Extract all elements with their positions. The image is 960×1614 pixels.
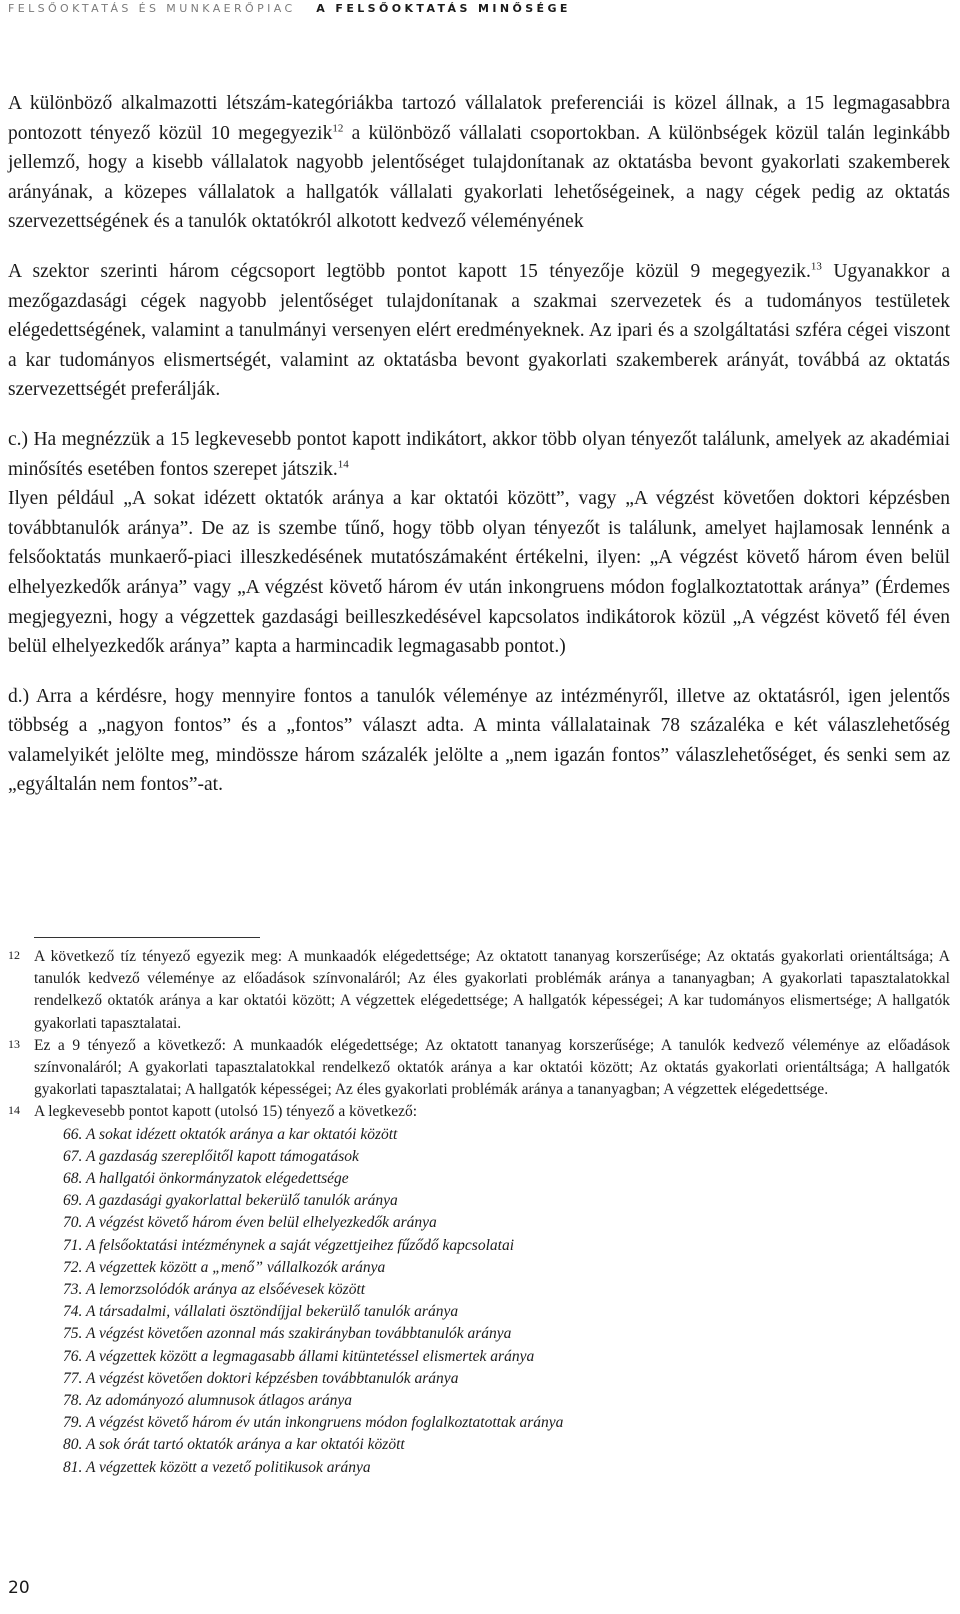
list-item: 78. Az adományozó alumnusok átlagos aránya	[63, 1392, 353, 1410]
footnote-ref[interactable]: 12	[332, 122, 344, 135]
footnote-number: 14	[8, 1103, 20, 1118]
list-item: 79. A végzést követő három év után inkongruens módon foglalkoztatottak aránya	[63, 1414, 564, 1432]
list-item: 80. A sok órát tartó oktatók aránya a kar oktatói között	[63, 1436, 405, 1454]
paragraph	[8, 484, 950, 662]
paragraph-text: c.) Ha megnézzük a 15 legkevesebb pontot kapott indikátort, akkor több olyan tényezőt találunk, amelyek az akadémiai minősítés esetében fontos szerepet játszik.	[8, 428, 950, 480]
list-item: 73. A lemorzsolódók aránya az elsőévesek között	[63, 1281, 366, 1299]
list-item: 72. A végzettek között a „menő” vállalkozók aránya	[63, 1258, 386, 1276]
paragraph	[8, 257, 950, 405]
list-item: 81. A végzettek között a vezető politikusok aránya	[63, 1458, 371, 1476]
paragraph	[8, 89, 950, 237]
paragraph-text: Ugyanakkor a mezőgazdasági cégek nagyobb jelentőséget tulajdonítanak a szakmai szervezetek és a tudományos testületek elégedettségének, valamint a tanulmányi versenyen elért eredményeknek. Az ipari és a szolgáltatási szféra cégei viszont a kar tudományos elismertségét, valamint az oktatásba bevont gyakorlati szakemberek arányát, továbbá az oktatás szervezettségét preferálják.	[8, 260, 950, 401]
paragraph-text: a különböző vállalati csoportokban. A különbségek közül talán leginkább jellemző, hogy a kisebb vállalatok nagyobb jelentőséget tulajdonítanak az oktatásba bevont gyakorlati szakemberek arányának, a közepes vállalatok a hallgatók vállalati gyakorlati lehetőségeinek, a nagy cégek pedig az oktatás szervezettségének és a tanulók oktatókról alkotott kedvező véleményének	[8, 122, 951, 233]
body-text	[8, 89, 950, 800]
running-head-section: FELSŐOKTATÁS ÉS MUNKAERŐPIAC	[8, 2, 296, 15]
list-item: 68. A hallgatói önkormányzatok elégedettsége	[63, 1170, 349, 1188]
running-head-subsection: A FELSŐOKTATÁS MINŐSÉGE	[316, 2, 571, 15]
list-item: 74. A társadalmi, vállalati ösztöndíjjal bekerülő tanulók aránya	[63, 1303, 459, 1321]
list-item: 70. A végzést követő három éven belül elhelyezkedők aránya	[63, 1214, 437, 1232]
list-item: 67. A gazdaság szereplőitől kapott támogatások	[63, 1147, 359, 1165]
footnote-divider	[34, 937, 260, 938]
footnotes	[8, 946, 950, 1479]
paragraph-text: Ilyen például „A sokat idézett oktatók aránya a kar oktatói között”, vagy „A végzést követően doktori képzésben továbbtanulók aránya”. De az is szembe tűnő, hogy több olyan tényezőt is találunk, amelyet hajlamosak lennénk a felsőoktatás munkaerő-piaci illeszkedésének mutatószámaként értékelni, ilyen: „A végzést követő három éven belül elhelyezkedők aránya” vagy „A végzést követő három év után inkongruens módon foglalkoztatottak aránya” (Érdemes megjegyezni, hogy a végzettek gazdasági beilleszkedésével kapcsolatos indikátorok közül „A végzést követő fél éven belül elhelyezkedők aránya” kapta a harmincadik legmagasabb pontot.)	[8, 488, 950, 658]
footnote	[8, 1035, 950, 1102]
paragraph-text: d.) Arra a kérdésre, hogy mennyire fontos a tanulók véleménye az intézményről, illetve az oktatásról, igen jelentős többség a „nagyon fontos” és a „fontos” választ adta. A minta vállalatainak 78 százaléka e két válaszlehetőség valamelyikét jelölte meg, mindössze három százalék jelölte a „nem igazán fontos” válaszlehetőséget, és senki sem az „egyáltalán nem fontos”-at.	[8, 685, 950, 796]
footnote-text: Ez a 9 tényező a következő: A munkaadók elégedettsége; Az oktatott tananyag korszerűsége; A tanulók kedvező véleménye az előadások színvonaláról; A gyakorlati tapasztalatokkal rendelkező oktatók aránya a kar oktatói között; Az oktatás gyakorlati orientáltsága; A hallgatók gyakorlati tapasztalatai; A hallgatók képességei; Az éles gyakorlati problémák aránya a tananyagban; A végzettek elégedettsége.	[34, 1036, 950, 1099]
running-head	[8, 2, 948, 15]
list-item: 76. A végzettek között a legmagasabb állami kitüntetéssel elismertek aránya	[63, 1347, 535, 1365]
footnote-number: 12	[8, 948, 20, 962]
ranked-indicator-list	[8, 1124, 950, 1479]
list-item: 71. A felsőoktatási intézménynek a saját végzettjeihez fűződő kapcsolatai	[63, 1236, 515, 1254]
list-item: 77. A végzést követően doktori képzésben továbbtanulók aránya	[63, 1369, 459, 1387]
footnote-ref[interactable]: 14	[337, 458, 349, 471]
paragraph	[8, 425, 950, 484]
footnote	[8, 946, 950, 1035]
footnote-text: A legkevesebb pontot kapott (utolsó 15) tényező a következő:	[34, 1103, 418, 1121]
list-item: 69. A gazdasági gyakorlattal bekerülő tanulók aránya	[63, 1192, 398, 1210]
footnote-text: A következő tíz tényező egyezik meg: A munkaadók elégedettsége; Az oktatott tananyag korszerűsége; Az oktatás gyakorlati orientáltsága; A tanulók kedvező véleménye az előadások színvonaláról; Az éles gyakorlati problémák aránya a tananyagban; A gyakorlati tapasztalatokkal rendelkező oktatók aránya a kar oktatói között; A végzettek elégedettsége; A hallgatók képességei; A kar tudományos elismertsége; A hallgatók gyakorlati tapasztalatai.	[34, 948, 950, 1032]
page-number: 20	[8, 1578, 30, 1598]
footnote-number: 13	[8, 1036, 20, 1051]
list-item: 75. A végzést követően azonnal más szakirányban továbbtanulók aránya	[63, 1325, 512, 1343]
footnote	[8, 1101, 950, 1123]
paragraph	[8, 682, 950, 800]
paragraph-text: A szektor szerinti három cégcsoport legtöbb pontot kapott 15 tényezője közül 9 megegyezik.	[8, 260, 811, 282]
footnote-ref[interactable]: 13	[810, 260, 822, 273]
list-item: 66. A sokat idézett oktatók aránya a kar oktatói között	[63, 1125, 398, 1143]
paragraph-text: A különböző alkalmazotti létszám-kategóriákba tartozó vállalatok preferenciái is közel állnak, a 15 legmagasabbra pontozott tényező közül 10 megegyezik	[8, 93, 950, 144]
